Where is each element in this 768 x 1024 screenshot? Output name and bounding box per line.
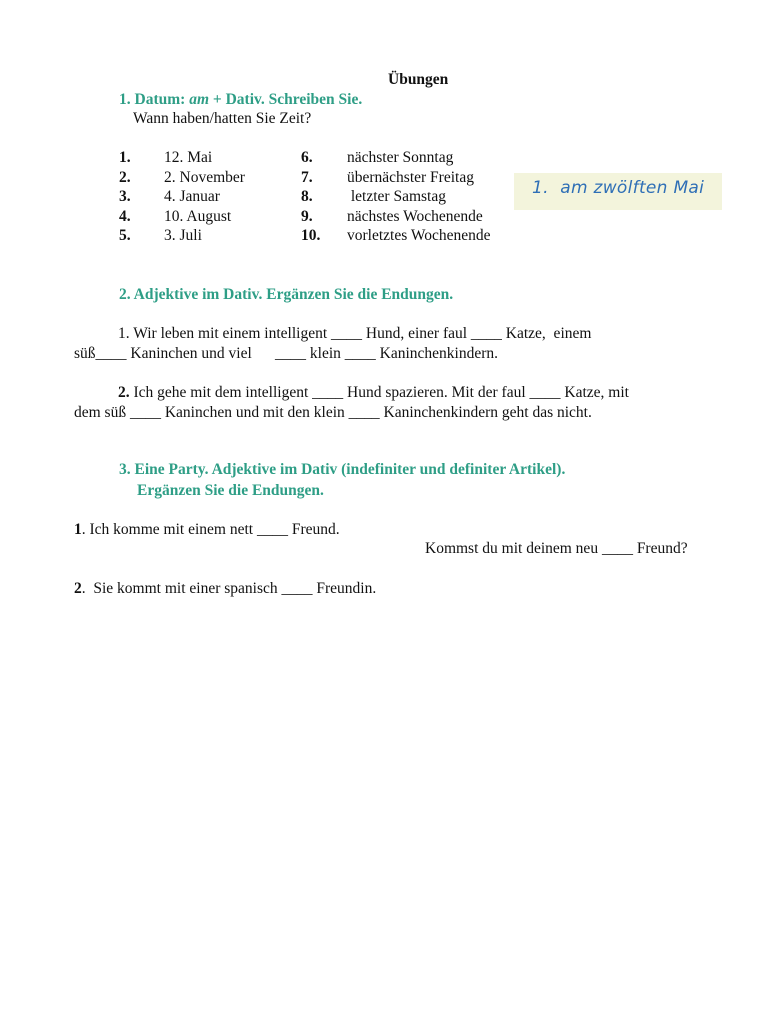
item-number: 10.: [301, 227, 321, 244]
item-number: 5.: [119, 227, 131, 244]
section3-heading-line2: Ergänzen Sie die Endungen.: [137, 482, 324, 499]
question-number: 1: [74, 521, 82, 538]
paragraph-line: [74, 324, 734, 344]
section1-heading: [119, 91, 362, 109]
paragraph-text: Ich gehe mit dem intelligent ____ Hund spazieren. Mit der faul ____ Katze, mit: [129, 384, 629, 401]
list-item-text: nächstes Wochenende: [347, 208, 483, 225]
item-number: 7.: [301, 169, 313, 186]
list-item: [301, 148, 313, 168]
item-number: 1.: [119, 149, 131, 166]
section1-instruction: Wann haben/hatten Sie Zeit?: [133, 110, 312, 127]
item-number: 8.: [301, 188, 313, 205]
item-number: 4.: [119, 208, 131, 225]
list-item: [301, 226, 320, 246]
list-item: [301, 187, 313, 207]
section1-heading-post: + Dativ. Schreiben Sie.: [209, 91, 363, 108]
item-number: 6.: [301, 149, 313, 166]
list-item: [119, 226, 131, 246]
list-item-text: 12. Mai: [164, 149, 213, 166]
paragraph-line: süß____ Kaninchen und viel ____ klein ____ Kaninchenkindern.: [74, 345, 499, 362]
list-item: [119, 168, 131, 188]
section2-paragraph-1: [74, 324, 734, 364]
paragraph-line: [74, 383, 744, 403]
section3-question-2: [74, 579, 376, 599]
list-item: [119, 187, 131, 207]
list-item-text: 3. Juli: [164, 227, 202, 244]
list-item: [119, 148, 131, 168]
question-number: 2: [74, 580, 82, 597]
question-text: . Sie kommt mit einer spanisch ____ Freundin.: [81, 580, 377, 597]
section3-reply-1: Kommst du mit deinem neu ____ Freund?: [425, 540, 688, 557]
paragraph-number: 1.: [118, 325, 130, 342]
section1-heading-pre: 1. Datum:: [119, 91, 190, 108]
paragraph-number: 2.: [118, 384, 130, 401]
list-item: [119, 207, 131, 227]
paragraph-text: Wir leben mit einem intelligent ____ Hund, einer faul ____ Katze, einem: [129, 325, 592, 342]
list-item-text: 4. Januar: [164, 188, 220, 205]
item-number: 2.: [119, 169, 131, 186]
item-number: 9.: [301, 208, 313, 225]
section1-heading-em: am: [189, 91, 209, 108]
list-item: [301, 207, 313, 227]
page-title: Übungen: [388, 71, 449, 88]
question-text: . Ich komme mit einem nett ____ Freund.: [81, 521, 340, 538]
section2-paragraph-2: [74, 383, 744, 423]
list-item-text: vorletztes Wochenende: [347, 227, 491, 244]
section2-heading: 2. Adjektive im Dativ. Ergänzen Sie die Endungen.: [119, 286, 454, 303]
list-item-text: nächster Sonntag: [347, 149, 454, 166]
list-item-text: 2. November: [164, 169, 245, 186]
list-item-text: letzter Samstag: [347, 188, 446, 205]
paragraph-line: dem süß ____ Kaninchen und mit den klein ____ Kaninchenkindern geht das nicht.: [74, 404, 592, 421]
list-item: [301, 168, 313, 188]
example-note: [514, 173, 722, 210]
section3-question-1: [74, 520, 340, 540]
section3-heading-line1: 3. Eine Party. Adjektive im Dativ (indefiniter und definiter Artikel).: [119, 461, 566, 478]
example-note-text: 1. am zwölften Mai: [532, 178, 705, 198]
list-item-text: übernächster Freitag: [347, 169, 474, 186]
item-number: 3.: [119, 188, 131, 205]
list-item-text: 10. August: [164, 208, 232, 225]
